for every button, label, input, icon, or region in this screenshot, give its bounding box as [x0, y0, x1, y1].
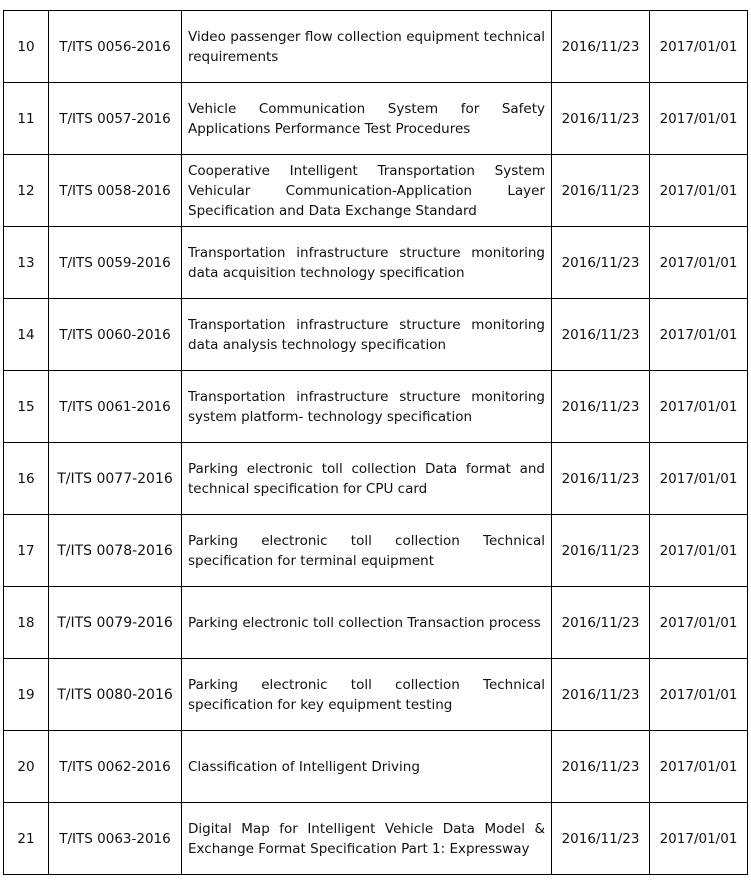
effective-date: 2017/01/01 — [650, 587, 748, 659]
standard-code: T/ITS 0077-2016 — [49, 443, 182, 515]
release-date: 2016/11/23 — [552, 227, 650, 299]
row-number: 11 — [4, 83, 49, 155]
release-date: 2016/11/23 — [552, 587, 650, 659]
table-row — [4, 83, 748, 155]
standard-code: T/ITS 0062-2016 — [49, 731, 182, 803]
table-row — [4, 587, 748, 659]
table-row — [4, 515, 748, 587]
release-date: 2016/11/23 — [552, 155, 650, 227]
row-number: 21 — [4, 803, 49, 875]
standard-code: T/ITS 0059-2016 — [49, 227, 182, 299]
standard-name: Classification of Intelligent Driving — [182, 731, 552, 803]
release-date: 2016/11/23 — [552, 443, 650, 515]
release-date: 2016/11/23 — [552, 299, 650, 371]
standards-table — [3, 10, 748, 875]
standard-code: T/ITS 0060-2016 — [49, 299, 182, 371]
row-number: 17 — [4, 515, 49, 587]
effective-date: 2017/01/01 — [650, 299, 748, 371]
release-date: 2016/11/23 — [552, 11, 650, 83]
standard-name: Transportation infrastructure structure monitoring system platform- technology specification — [182, 371, 552, 443]
row-number: 10 — [4, 11, 49, 83]
standard-name: Parking electronic toll collection Technical specification for terminal equipment — [182, 515, 552, 587]
standard-code: T/ITS 0057-2016 — [49, 83, 182, 155]
table-row — [4, 443, 748, 515]
table-row — [4, 11, 748, 83]
row-number: 20 — [4, 731, 49, 803]
release-date: 2016/11/23 — [552, 83, 650, 155]
release-date: 2016/11/23 — [552, 803, 650, 875]
row-number: 18 — [4, 587, 49, 659]
release-date: 2016/11/23 — [552, 731, 650, 803]
standard-code: T/ITS 0063-2016 — [49, 803, 182, 875]
row-number: 15 — [4, 371, 49, 443]
standard-name: Transportation infrastructure structure monitoring data analysis technology specification — [182, 299, 552, 371]
row-number: 16 — [4, 443, 49, 515]
standard-name: Vehicle Communication System for Safety Applications Performance Test Procedures — [182, 83, 552, 155]
standard-name: Parking electronic toll collection Transaction process — [182, 587, 552, 659]
standard-name: Transportation infrastructure structure monitoring data acquisition technology specification — [182, 227, 552, 299]
standard-code: T/ITS 0080-2016 — [49, 659, 182, 731]
standard-code: T/ITS 0079-2016 — [49, 587, 182, 659]
standard-code: T/ITS 0078-2016 — [49, 515, 182, 587]
effective-date: 2017/01/01 — [650, 371, 748, 443]
standard-name: Parking electronic toll collection Technical specification for key equipment testing — [182, 659, 552, 731]
table-row — [4, 659, 748, 731]
effective-date: 2017/01/01 — [650, 443, 748, 515]
standard-code: T/ITS 0056-2016 — [49, 11, 182, 83]
effective-date: 2017/01/01 — [650, 515, 748, 587]
release-date: 2016/11/23 — [552, 371, 650, 443]
effective-date: 2017/01/01 — [650, 83, 748, 155]
release-date: 2016/11/23 — [552, 515, 650, 587]
effective-date: 2017/01/01 — [650, 155, 748, 227]
table-row — [4, 731, 748, 803]
standard-code: T/ITS 0061-2016 — [49, 371, 182, 443]
table-row — [4, 803, 748, 875]
effective-date: 2017/01/01 — [650, 11, 748, 83]
standard-name: Digital Map for Intelligent Vehicle Data Model & Exchange Format Specification Part 1: Expressway — [182, 803, 552, 875]
release-date: 2016/11/23 — [552, 659, 650, 731]
table-row — [4, 227, 748, 299]
effective-date: 2017/01/01 — [650, 803, 748, 875]
row-number: 14 — [4, 299, 49, 371]
standard-code: T/ITS 0058-2016 — [49, 155, 182, 227]
standard-name: Video passenger flow collection equipment technical requirements — [182, 11, 552, 83]
effective-date: 2017/01/01 — [650, 731, 748, 803]
row-number: 13 — [4, 227, 49, 299]
standard-name: Parking electronic toll collection Data format and technical specification for CPU card — [182, 443, 552, 515]
table-row — [4, 155, 748, 227]
table-row — [4, 371, 748, 443]
effective-date: 2017/01/01 — [650, 227, 748, 299]
row-number: 12 — [4, 155, 49, 227]
standard-name: Cooperative Intelligent Transportation System Vehicular Communication-Application Layer Specification and Data Exchange Standard — [182, 155, 552, 227]
table-row — [4, 299, 748, 371]
effective-date: 2017/01/01 — [650, 659, 748, 731]
row-number: 19 — [4, 659, 49, 731]
